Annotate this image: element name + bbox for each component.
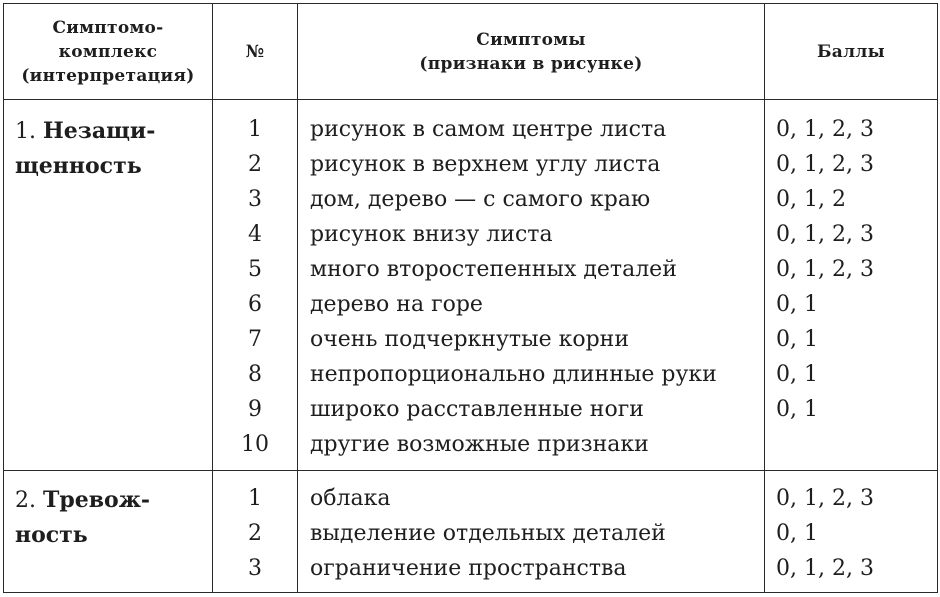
- group-label: [4, 471, 213, 593]
- points-value: [776, 427, 937, 462]
- group-label: [4, 100, 213, 471]
- row-number: 5: [248, 257, 262, 282]
- points-value: 0, 1, 2, 3: [776, 117, 874, 142]
- group-number: 1.: [15, 119, 36, 144]
- symptom-text: рисунок в самом центре листа: [310, 117, 667, 142]
- points-value: 0, 1, 2: [776, 187, 846, 212]
- row-number: 2: [248, 521, 262, 546]
- row-symptoms-cell: [298, 100, 765, 471]
- symptom-text: широко расставленные ноги: [310, 397, 644, 422]
- points-value: 0, 1, 2, 3: [776, 222, 874, 247]
- symptom-text: другие возможные признаки: [310, 432, 649, 457]
- symptom-text: много второстепенных деталей: [310, 257, 677, 282]
- row-symptoms-cell: [298, 471, 765, 593]
- points-value: 0, 1, 2, 3: [776, 556, 874, 581]
- points-value: 0, 1: [776, 292, 818, 317]
- header-symptoms: [298, 4, 765, 100]
- row-number: 7: [248, 327, 262, 352]
- header-col3-line: Симптомы: [476, 29, 586, 50]
- header-symptom-complex: [4, 4, 213, 100]
- points-value: 0, 1: [776, 521, 818, 546]
- group-name-part: ность: [15, 522, 88, 548]
- header-col1-line: Симптомо-: [52, 17, 164, 38]
- group-number: 2.: [15, 488, 36, 513]
- row-points-cell: [765, 100, 938, 471]
- header-col1-line: комплекс: [58, 41, 158, 62]
- row-number: 3: [248, 187, 262, 212]
- symptom-text: очень подчеркнутые корни: [310, 327, 629, 352]
- symptom-text: непропорционально длинные руки: [310, 362, 717, 387]
- row-number: 4: [248, 222, 262, 247]
- header-col1-line: (интерпретация): [21, 65, 195, 86]
- points-value: 0, 1: [776, 327, 818, 352]
- row-number: 9: [248, 397, 262, 422]
- group-name-part: Незащи-: [43, 118, 156, 144]
- group-name-part: Тревож-: [43, 487, 151, 513]
- points-value: 0, 1, 2, 3: [776, 152, 874, 177]
- row-number: 8: [248, 362, 262, 387]
- points-value: 0, 1, 2, 3: [776, 257, 874, 282]
- symptom-text: рисунок в верхнем углу листа: [310, 152, 661, 177]
- row-number: 2: [248, 152, 262, 177]
- symptom-text: рисунок внизу листа: [310, 222, 553, 247]
- row-number: 6: [248, 292, 262, 317]
- symptom-text: дерево на горе: [310, 292, 483, 317]
- row-numbers-cell: [213, 100, 298, 471]
- points-value: 0, 1: [776, 362, 818, 387]
- header-points: Баллы: [765, 4, 938, 100]
- header-col3-line: (признаки в рисунке): [419, 53, 643, 74]
- row-number: 1: [248, 117, 262, 142]
- symptom-text: ограничение пространства: [310, 556, 627, 581]
- symptom-table: [3, 3, 938, 593]
- group-row-anxiety: [4, 471, 938, 593]
- points-value: 0, 1, 2, 3: [776, 486, 874, 511]
- row-number: 3: [248, 556, 262, 581]
- symptom-text: выделение отдельных деталей: [310, 521, 666, 546]
- symptom-text: дом, дерево — с самого краю: [310, 187, 651, 212]
- points-value: 0, 1: [776, 397, 818, 422]
- row-numbers-cell: [213, 471, 298, 593]
- group-row-insecurity: [4, 100, 938, 471]
- group-name-part: щенность: [15, 153, 142, 179]
- header-number: №: [213, 4, 298, 100]
- row-points-cell: [765, 471, 938, 593]
- row-number: 1: [248, 486, 262, 511]
- symptom-text: облака: [310, 486, 391, 511]
- row-number: 10: [241, 432, 269, 457]
- header-row: [4, 4, 938, 100]
